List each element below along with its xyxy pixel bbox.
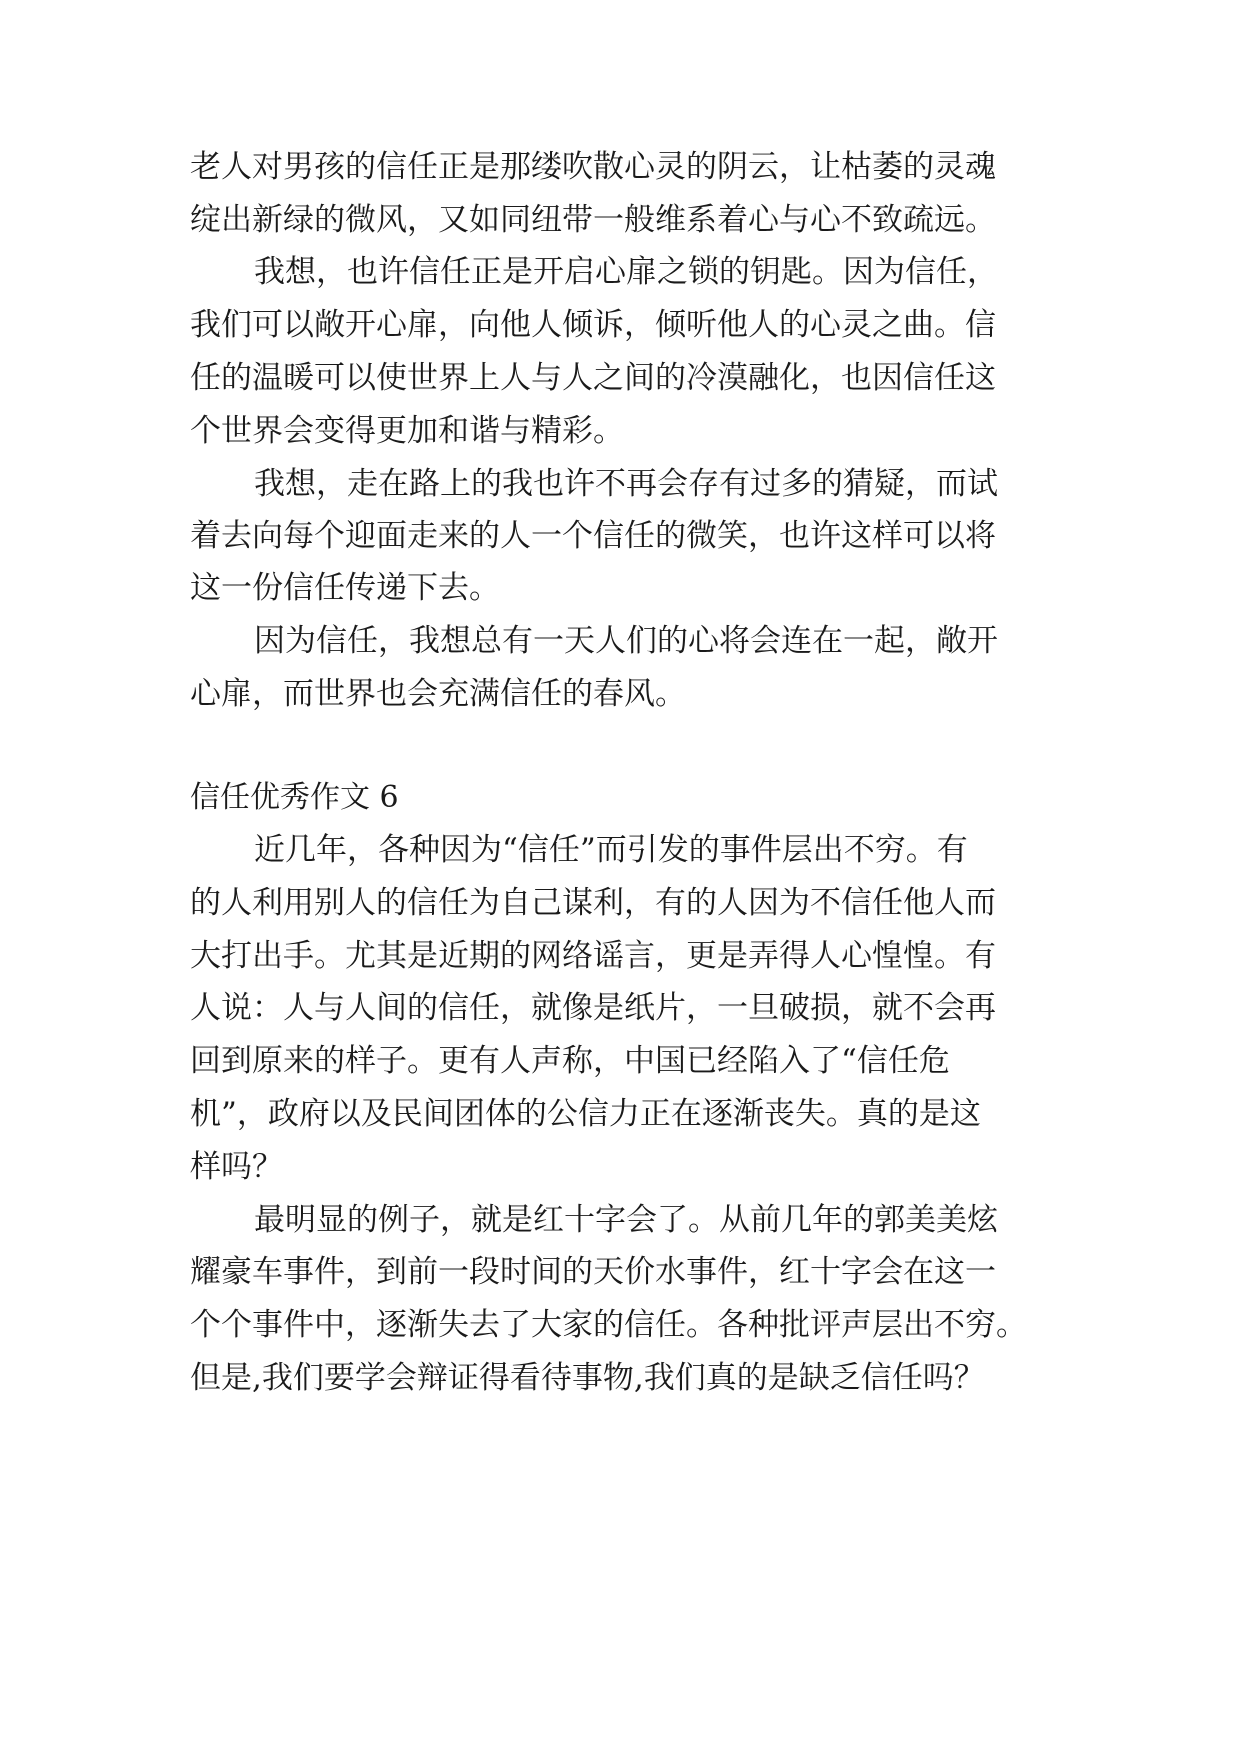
paragraph-line: 耀豪车事件，到前一段时间的天价水事件，红十字会在这一 [190, 1254, 996, 1290]
paragraph-line: 个世界会变得更加和谐与精彩。 [190, 413, 624, 449]
paragraph-line: 着去向每个迎面走来的人一个信任的微笑，也许这样可以将 [190, 518, 996, 554]
paragraph-line: 回到原来的样子。更有人声称，中国已经陷入了“信任危 [190, 1043, 950, 1079]
paragraph-line: 我想，走在路上的我也许不再会存有过多的猜疑，而试 [254, 466, 998, 502]
paragraph-line: 大打出手。尤其是近期的网络谣言，更是弄得人心惶惶。有 [190, 938, 996, 974]
section-title: 信任优秀作文 6 [190, 780, 399, 815]
paragraph-line: 任的温暖可以使世界上人与人之间的冷漠融化，也因信任这 [190, 360, 996, 396]
paragraph-line: 我想，也许信任正是开启心扉之锁的钥匙。因为信任， [254, 254, 998, 290]
paragraph-line: 的人利用别人的信任为自己谋利，有的人因为不信任他人而 [190, 885, 996, 921]
paragraph-line: 机”，政府以及民间团体的公信力正在逐渐丧失。真的是这 [190, 1096, 981, 1132]
paragraph-line: 样吗？ [190, 1149, 283, 1185]
paragraph-line: 我们可以敞开心扉，向他人倾诉，倾听他人的心灵之曲。信 [190, 307, 996, 343]
paragraph-line: 人说：人与人间的信任，就像是纸片，一旦破损，就不会再 [190, 990, 996, 1026]
paragraph-line: 老人对男孩的信任正是那缕吹散心灵的阴云，让枯萎的灵魂 [190, 149, 996, 185]
paragraph-line: 近几年，各种因为“信任”而引发的事件层出不穷。有 [254, 832, 968, 868]
paragraph-line: 心扉，而世界也会充满信任的春风。 [190, 676, 686, 712]
paragraph-line: 但是,我们要学会辩证得看待事物,我们真的是缺乏信任吗？ [190, 1360, 985, 1396]
paragraph-line: 因为信任，我想总有一天人们的心将会连在一起，敞开 [254, 623, 998, 659]
paragraph-line: 绽出新绿的微风，又如同纽带一般维系着心与心不致疏远。 [190, 202, 996, 238]
paragraph-line: 个个事件中，逐渐失去了大家的信任。各种批评声层出不穷。 [190, 1307, 1027, 1343]
paragraph-line: 这一份信任传递下去。 [190, 570, 500, 606]
paragraph-line: 最明显的例子，就是红十字会了。从前几年的郭美美炫 [254, 1202, 998, 1238]
